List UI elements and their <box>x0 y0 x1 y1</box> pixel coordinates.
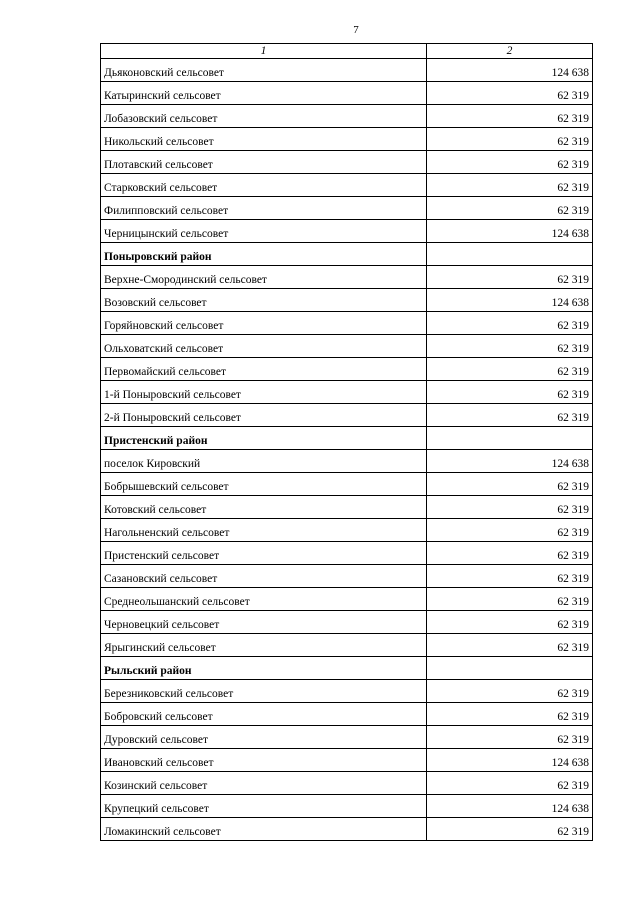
municipality-name: Никольский сельсовет <box>101 128 427 151</box>
amount-value: 62 319 <box>427 611 593 634</box>
amount-value: 62 319 <box>427 335 593 358</box>
allocation-table <box>100 43 593 841</box>
table-row <box>101 82 593 105</box>
municipality-name: Ольховатский сельсовет <box>101 335 427 358</box>
municipality-name: Сазановский сельсовет <box>101 565 427 588</box>
table-row <box>101 381 593 404</box>
amount-value: 62 319 <box>427 82 593 105</box>
table-row <box>101 151 593 174</box>
table-row <box>101 496 593 519</box>
table-row <box>101 358 593 381</box>
table-header-row <box>101 44 593 59</box>
column-header-1: 1 <box>101 44 427 59</box>
amount-value: 62 319 <box>427 381 593 404</box>
amount-value: 62 319 <box>427 105 593 128</box>
table-row <box>101 404 593 427</box>
municipality-name: Котовский сельсовет <box>101 496 427 519</box>
table-row <box>101 220 593 243</box>
municipality-name: Березниковский сельсовет <box>101 680 427 703</box>
amount-value: 62 319 <box>427 266 593 289</box>
table-row <box>101 335 593 358</box>
table-row <box>101 289 593 312</box>
municipality-name: поселок Кировский <box>101 450 427 473</box>
amount-value <box>427 657 593 680</box>
municipality-name: Лобазовский сельсовет <box>101 105 427 128</box>
amount-value: 62 319 <box>427 634 593 657</box>
municipality-name: Нагольненский сельсовет <box>101 519 427 542</box>
table-row <box>101 542 593 565</box>
district-header-row <box>101 243 593 266</box>
table-body <box>101 59 593 841</box>
table-row <box>101 312 593 335</box>
amount-value: 124 638 <box>427 220 593 243</box>
municipality-name: Дуровский сельсовет <box>101 726 427 749</box>
municipality-name: Черновецкий сельсовет <box>101 611 427 634</box>
table-row <box>101 519 593 542</box>
municipality-name: Бобровский сельсовет <box>101 703 427 726</box>
amount-value: 62 319 <box>427 565 593 588</box>
amount-value: 62 319 <box>427 680 593 703</box>
table-row <box>101 680 593 703</box>
municipality-name: Ломакинский сельсовет <box>101 818 427 841</box>
amount-value <box>427 427 593 450</box>
amount-value: 62 319 <box>427 473 593 496</box>
amount-value: 62 319 <box>427 726 593 749</box>
amount-value: 62 319 <box>427 772 593 795</box>
municipality-name: Черницынский сельсовет <box>101 220 427 243</box>
table-row <box>101 128 593 151</box>
amount-value: 62 319 <box>427 174 593 197</box>
table-row <box>101 634 593 657</box>
amount-value <box>427 243 593 266</box>
amount-value: 124 638 <box>427 59 593 82</box>
amount-value: 62 319 <box>427 128 593 151</box>
table-row <box>101 703 593 726</box>
municipality-name: Филипповский сельсовет <box>101 197 427 220</box>
table-row <box>101 266 593 289</box>
municipality-name: Первомайский сельсовет <box>101 358 427 381</box>
table-row <box>101 473 593 496</box>
municipality-name: Среднеольшанский сельсовет <box>101 588 427 611</box>
municipality-name: 1-й Поныровский сельсовет <box>101 381 427 404</box>
municipality-name: Козинский сельсовет <box>101 772 427 795</box>
amount-value: 124 638 <box>427 749 593 772</box>
district-name: Рыльский район <box>101 657 427 680</box>
municipality-name: 2-й Поныровский сельсовет <box>101 404 427 427</box>
municipality-name: Катыринский сельсовет <box>101 82 427 105</box>
municipality-name: Бобрышевский сельсовет <box>101 473 427 496</box>
municipality-name: Плотавский сельсовет <box>101 151 427 174</box>
table-row <box>101 772 593 795</box>
table-row <box>101 565 593 588</box>
municipality-name: Старковский сельсовет <box>101 174 427 197</box>
amount-value: 124 638 <box>427 289 593 312</box>
amount-value: 62 319 <box>427 818 593 841</box>
table-row <box>101 818 593 841</box>
amount-value: 62 319 <box>427 312 593 335</box>
district-name: Пристенский район <box>101 427 427 450</box>
district-name: Поныровский район <box>101 243 427 266</box>
municipality-name: Ивановский сельсовет <box>101 749 427 772</box>
municipality-name: Крупецкий сельсовет <box>101 795 427 818</box>
amount-value: 124 638 <box>427 795 593 818</box>
amount-value: 62 319 <box>427 519 593 542</box>
table-row <box>101 588 593 611</box>
municipality-name: Возовский сельсовет <box>101 289 427 312</box>
municipality-name: Горяйновский сельсовет <box>101 312 427 335</box>
amount-value: 62 319 <box>427 588 593 611</box>
table-row <box>101 174 593 197</box>
amount-value: 62 319 <box>427 197 593 220</box>
municipality-name: Пристенский сельсовет <box>101 542 427 565</box>
table-row <box>101 450 593 473</box>
table-row <box>101 105 593 128</box>
district-header-row <box>101 427 593 450</box>
amount-value: 62 319 <box>427 404 593 427</box>
amount-value: 124 638 <box>427 450 593 473</box>
amount-value: 62 319 <box>427 542 593 565</box>
municipality-name: Верхне-Смородинский сельсовет <box>101 266 427 289</box>
table-row <box>101 726 593 749</box>
municipality-name: Дьяконовский сельсовет <box>101 59 427 82</box>
table-row <box>101 795 593 818</box>
table-row <box>101 611 593 634</box>
district-header-row <box>101 657 593 680</box>
amount-value: 62 319 <box>427 496 593 519</box>
municipality-name: Ярыгинский сельсовет <box>101 634 427 657</box>
column-header-2: 2 <box>427 44 593 59</box>
table-row <box>101 59 593 82</box>
page-number: 7 <box>353 24 359 36</box>
amount-value: 62 319 <box>427 703 593 726</box>
table-row <box>101 197 593 220</box>
table-row <box>101 749 593 772</box>
amount-value: 62 319 <box>427 358 593 381</box>
amount-value: 62 319 <box>427 151 593 174</box>
